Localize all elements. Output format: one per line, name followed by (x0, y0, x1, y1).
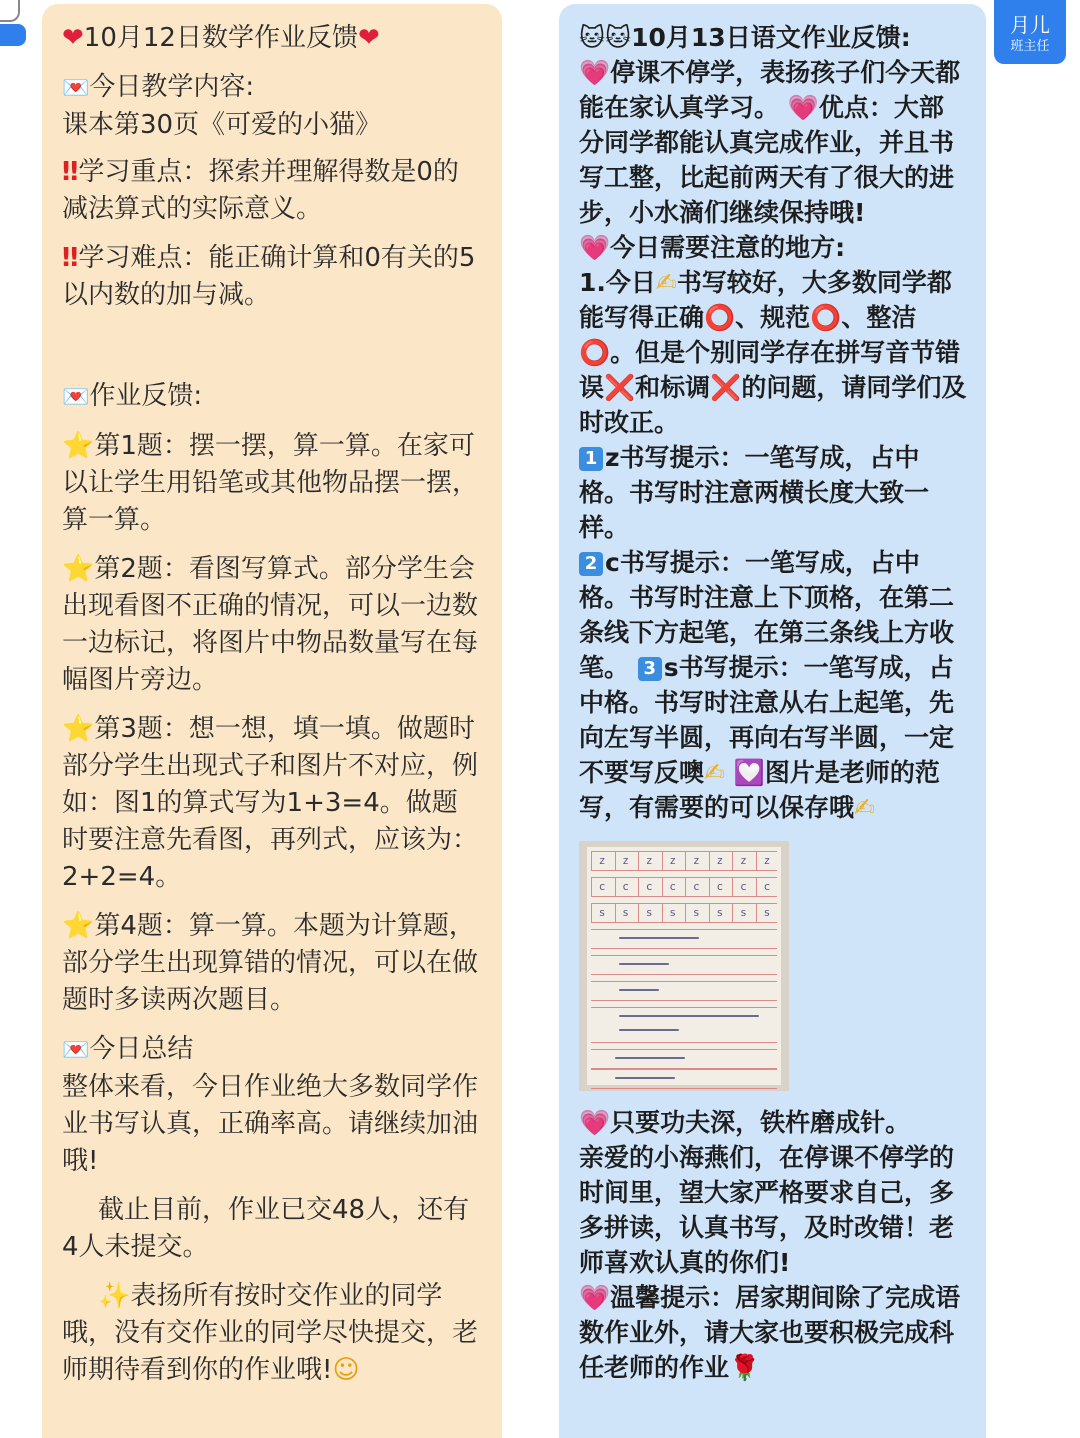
practice-letter: s (756, 904, 777, 922)
purple-heart-icon: 💟 (733, 758, 765, 787)
star-icon: ⭐ (62, 714, 95, 744)
tip-z (579, 440, 968, 545)
handwriting-scribble (619, 1015, 759, 1017)
red-circle-icon: ⭕ (810, 303, 842, 332)
partial-avatar-edge (0, 0, 20, 22)
praise-note (62, 1278, 482, 1389)
practice-row-notes (591, 929, 777, 949)
practice-row-notes (591, 955, 777, 975)
keycap-icon: 2 (579, 552, 603, 576)
tip-c-s (579, 545, 968, 825)
question-1-text: 第1题：摆一摆，算一算。在家可以让学生用铅笔或其他物品摆一摆，算一算。 (62, 431, 479, 535)
cross-mark-icon: ❌ (604, 373, 636, 402)
practice-letter: s (685, 904, 706, 922)
handwriting-scribble (619, 963, 669, 965)
practice-letter: c (638, 878, 659, 896)
star-icon: ⭐ (62, 554, 95, 584)
tip-image-text: 图片是老师的范写，有需要的可以保存哦 (579, 758, 940, 822)
writing-hand-icon: ✍ (704, 758, 725, 787)
strengths-text: 优点：大部分同学都能认真完成作业，并且书写工整，比起前两天有了很大的进步，小水滴们继续保持哦! (579, 93, 955, 227)
writing-hand-icon: ✍ (854, 793, 875, 822)
practice-letter: s (709, 904, 730, 922)
question-2-text: 第2题：看图写算式。部分学生会出现看图不正确的情况，可以一边数一边标记，将图片中物品数量写在每幅图片旁边。 (62, 554, 479, 695)
notice-text: 、规范 (735, 303, 811, 332)
handwriting-scribble (619, 1029, 679, 1031)
reminder-text: 温馨提示：居家期间除了完成语数作业外，请大家也要积极完成科任老师的作业 (579, 1283, 961, 1382)
keycap-icon: 1 (579, 447, 603, 471)
motto-text: 只要功夫深，铁杵磨成针。 (610, 1108, 911, 1137)
key-point (62, 154, 482, 228)
question-3-feedback (62, 711, 482, 896)
envelope-heart-icon: 💌 (62, 385, 90, 410)
notice-text: 和标调 (635, 373, 711, 402)
summary-text: 整体来看，今日作业绝大多数同学作业书写认真，正确率高。请继续加油哦! (62, 1072, 479, 1176)
notice-text: 。但是个别同学存在拼写音节错误 (579, 338, 961, 402)
question-3-text: 第3题：想一想，填一填。做题时部分学生出现式子和图片不对应，例如：图1的算式写为1+3=4。做题时要注意先看图，再列式，应该为：2+2=4。 (62, 714, 479, 892)
difficulty-text: 学习难点：能正确计算和0有关的5以内数的加与减。 (62, 243, 476, 310)
practice-row-c (591, 877, 777, 897)
practice-letter: c (615, 878, 636, 896)
pink-heart-icon: 💗 (579, 1283, 611, 1312)
red-circle-icon: ⭕ (704, 303, 736, 332)
practice-row-z (591, 851, 777, 871)
sparkles-icon: ✨ (98, 1281, 131, 1311)
handwriting-scribble (619, 989, 659, 991)
pink-heart-icon: 💗 (579, 233, 611, 262)
practice-letter: s (662, 904, 683, 922)
pink-heart-icon: 💗 (787, 93, 819, 122)
encouragement: 亲爱的小海燕们，在停课不停学的时间里，望大家严格要求自己，多多拼读，认真书写，及时改错！老师喜欢认真的你们! (579, 1143, 955, 1277)
cross-mark-icon: ❌ (710, 373, 742, 402)
content-heading: 今日教学内容: (89, 72, 255, 102)
pink-heart-icon: 💗 (579, 58, 611, 87)
title-text: 10月13日语文作业反馈: (631, 23, 911, 52)
title-text: 10月12日数学作业反馈 (83, 23, 358, 53)
envelope-heart-icon: 💌 (62, 1038, 90, 1063)
praise-text: 停课不停学，表扬孩子们今天都能在家认真学习。 (579, 58, 961, 122)
red-circle-icon: ⭕ (579, 338, 611, 367)
practice-row-notes (591, 1007, 777, 1043)
question-4-feedback (62, 908, 482, 1019)
partial-avatar-tag (0, 24, 26, 46)
practice-row-notes (591, 1069, 777, 1089)
tip-s-text: s书写提示：一笔写成，占中格。书写时注意从右上起笔，先向左写半圆，再向右写半圆，一定不要写反噢 (579, 653, 955, 787)
practice-letter: z (615, 852, 636, 870)
practice-letter: c (709, 878, 730, 896)
feedback-heading-text: 作业反馈: (89, 381, 203, 411)
daily-summary (62, 1031, 482, 1180)
message-title (579, 20, 968, 55)
motto (579, 1105, 968, 1140)
envelope-heart-icon: 💌 (62, 76, 90, 101)
practice-row-notes (591, 981, 777, 1001)
handwriting-sample-photo[interactable] (579, 841, 789, 1091)
key-point-text: 学习重点：探索并理解得数是0的减法算式的实际意义。 (62, 157, 459, 224)
rose-icon: 🌹 (729, 1353, 761, 1382)
practice-letter: z (638, 852, 659, 870)
reminder (579, 1280, 968, 1385)
heart-icon: ❤ (357, 23, 380, 53)
heart-icon: ❤ (62, 23, 84, 53)
practice-row-s (591, 903, 777, 923)
content-text: 课本第30页《可爱的小猫》 (62, 110, 382, 140)
difficulty-point (62, 240, 482, 314)
spacer (62, 326, 482, 378)
message-bubble-math-feedback[interactable] (42, 4, 502, 1438)
teaching-content (62, 69, 482, 144)
practice-letter: c (756, 878, 777, 896)
cat-face-icon: 🐱🐱 (579, 23, 632, 52)
notice-text: 1.今日 (579, 268, 656, 297)
avatar-role: 班主任 (1010, 39, 1050, 54)
notice-text: 、整洁 (841, 303, 917, 332)
praise-paragraph (579, 55, 968, 230)
question-1-feedback (62, 428, 482, 539)
practice-letter: s (591, 904, 612, 922)
tip-c-text: c书写提示：一笔写成，占中格。书写时注意上下顶格，在第二条线下方起笔，在第三条线上方收笔。 (579, 548, 955, 682)
practice-letter: z (756, 852, 777, 870)
practice-letter: c (685, 878, 706, 896)
keycap-icon: 3 (638, 657, 662, 681)
handwriting-scribble (615, 1077, 675, 1079)
practice-row-notes (591, 1049, 777, 1069)
double-exclamation-icon: ‼ (62, 243, 79, 273)
message-bubble-chinese-feedback[interactable] (559, 4, 986, 1438)
question-2-feedback (62, 551, 482, 699)
message-title (62, 20, 482, 57)
practice-letter: s (732, 904, 753, 922)
notice-text: 的问题，请同学们及时改正。 (579, 373, 967, 437)
feedback-heading (62, 378, 482, 416)
practice-letter: c (732, 878, 753, 896)
avatar-name: 月儿 (1010, 13, 1050, 37)
sender-avatar[interactable] (994, 0, 1066, 64)
submission-status: 截止目前，作业已交48人，还有4人未提交。 (62, 1195, 470, 1262)
practice-letter: s (615, 904, 636, 922)
notice-item-1 (579, 265, 968, 440)
pink-heart-icon: 💗 (579, 1108, 611, 1137)
practice-letter: z (732, 852, 753, 870)
practice-letter: c (662, 878, 683, 896)
practice-letter: s (638, 904, 659, 922)
handwriting-scribble (615, 1057, 685, 1059)
notice-heading (579, 230, 968, 265)
practice-letter: c (591, 878, 612, 896)
practice-letter: z (685, 852, 706, 870)
star-icon: ⭐ (62, 911, 95, 941)
question-4-text: 第4题：算一算。本题为计算题，部分学生出现算错的情况，可以在做题时多读两次题目。 (62, 911, 479, 1015)
tip-z-text: z书写提示：一笔写成，占中格。书写时注意两横长度大致一样。 (579, 443, 930, 542)
double-exclamation-icon: ‼ (62, 157, 79, 187)
practice-letter: z (662, 852, 683, 870)
handwriting-scribble (619, 937, 699, 939)
smile-icon: ☺ (332, 1355, 360, 1385)
notice-heading-text: 今日需要注意的地方: (610, 233, 846, 262)
practice-letter: z (591, 852, 612, 870)
writing-hand-icon: ✍ (655, 268, 677, 297)
notice-text: 书写较好，大多数同学都能写得正确 (579, 268, 952, 332)
practice-letter: z (709, 852, 730, 870)
praise-text: 表扬所有按时交作业的同学哦，没有交作业的同学尽快提交，老师期待看到你的作业哦! (62, 1281, 479, 1385)
star-icon: ⭐ (62, 431, 95, 461)
summary-heading: 今日总结 (89, 1034, 194, 1064)
